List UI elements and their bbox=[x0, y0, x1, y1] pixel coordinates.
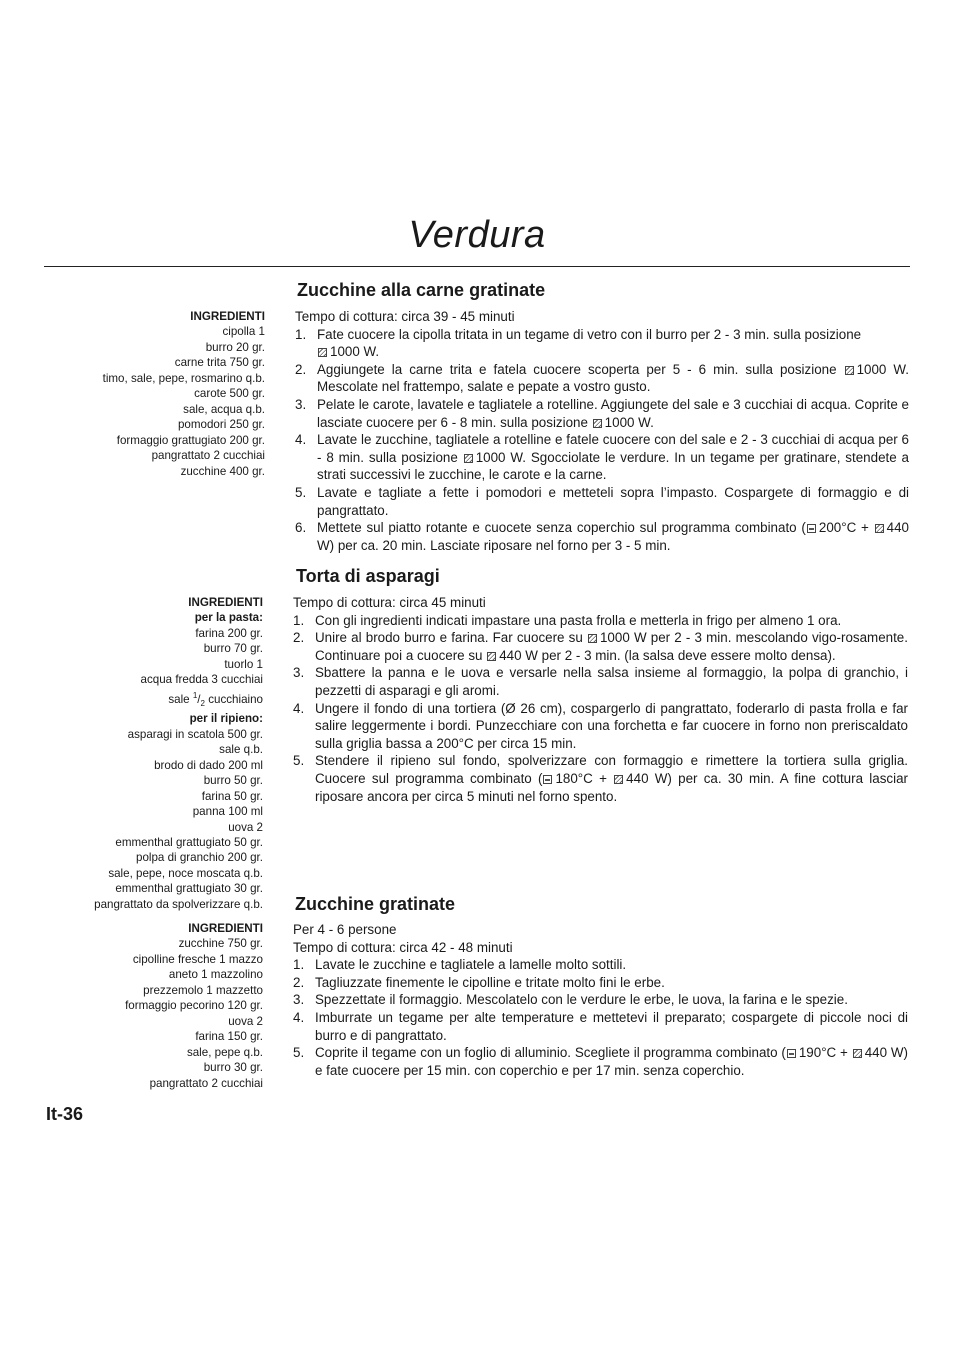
recipe-step: 2. Aggiungete la carne trita e fatela cuocere scoperta per 5 - 6 min. sulla posizione 1000 W. Mescolate nel frattempo, salate e pepate a vostro gusto. bbox=[295, 361, 909, 395]
recipe-body-torta-asparagi bbox=[293, 594, 908, 805]
ingredient-item: asparagi in scatola 500 gr. bbox=[127, 727, 263, 741]
ingredient-item: emmenthal grattugiato 50 gr. bbox=[115, 835, 263, 849]
microwave-icon bbox=[593, 419, 602, 428]
ingredient-item: carne trita 750 gr. bbox=[174, 356, 265, 370]
recipe-step: 2. Tagliuzzate finemente le cipolline e tritate molto fini le erbe. bbox=[293, 974, 665, 990]
ingredients-header: INGREDIENTI bbox=[190, 310, 265, 323]
recipe-step: 5. Coprite il tegame con un foglio di alluminio. Scegliete il programma combinato ( 190°C + 440 W) e fate cuocere per 15 min. con coperchio e per 17 min. senza coperchio. bbox=[293, 1045, 908, 1078]
ingredient-item: farina 200 gr. bbox=[195, 626, 263, 640]
recipe-step: 1. Fate cuocere la cipolla tritata in un tegame di vetro con il burro per 2 - 3 min. sulla posizione 1000 W. bbox=[295, 326, 862, 360]
ingredient-item: carote 500 gr. bbox=[194, 387, 265, 401]
ingredient-item: zucchine 750 gr. bbox=[178, 937, 263, 951]
grill-icon bbox=[807, 524, 816, 533]
microwave-icon bbox=[464, 454, 473, 463]
ingredient-item: timo, sale, pepe, rosmarino q.b. bbox=[102, 371, 265, 385]
page-title: Verdura bbox=[408, 214, 546, 256]
title-rule bbox=[44, 266, 910, 267]
ingredients-zucchine-gratinate bbox=[125, 921, 263, 1091]
recipe-step: 3. Spezzettate il formaggio. Mescolatelo con le verdure le erbe, le uova, la farina e le spezie. bbox=[293, 992, 848, 1008]
recipe-step: 1. Con gli ingredienti indicati impastare una pasta frolla e metterla in frigo per almeno 1 ora. bbox=[293, 612, 842, 628]
ingredient-item: sale $^1/_2$ cucchiaino bbox=[168, 690, 263, 708]
servings: Per 4 - 6 persone bbox=[293, 922, 397, 937]
recipe-step: 6. Mettete sul piatto rotante e cuocete senza coperchio sul programma combinato ( 200°C + 440 W) per ca. 20 min. Lasciate riposare nel forno per 3 - 5 min. bbox=[295, 520, 909, 553]
ingredient-item: pangrattato da spolverizzare q.b. bbox=[94, 897, 263, 911]
ingredient-item: zucchine 400 gr. bbox=[180, 464, 265, 478]
ingredient-item: acqua fredda 3 cucchiai bbox=[140, 673, 263, 687]
recipe-step: 4. Ungere il fondo di una tortiera (Ø 26 cm), cospargerlo di pangrattato, foderarlo di pasta frolla e far salire leggermente i bordi. Punzecchiare con una forchetta e far cuocere in forno non preriscaldato sulla griglia bassa a 200°C per circa 15 min. bbox=[293, 700, 908, 751]
ingredients-header: INGREDIENTI bbox=[188, 922, 263, 935]
ingredient-item: sale, pepe q.b. bbox=[186, 1045, 263, 1059]
ingredient-item: burro 20 gr. bbox=[205, 340, 265, 354]
ingredient-item: sale, pepe, noce moscata q.b. bbox=[108, 866, 263, 880]
recipe-step: 2. Unire al brodo burro e farina. Far cuocere su 1000 W per 2 - 3 min. mescolando vigo-rosamente. Continuare poi a cuocere su 440 W per 2 - 3 min. (la salsa deve essere molto densa). bbox=[293, 630, 908, 663]
ingredient-item: burro 70 gr. bbox=[203, 642, 263, 656]
recipe-step: 4. Lavate le zucchine, tagliatele a rotelline e fatele cuocere con del sale e 2 - 3 cucchiai di acqua per 6 - 8 min. sulla posizione 1000 W. Sgocciolate le verdure. In un tegame per gratinare, stendete a strati successivi le zucchine, le carote e la carne. bbox=[295, 432, 910, 483]
ingredient-item: farina 150 gr. bbox=[195, 1030, 263, 1044]
ingredient-item: pangrattato 2 cucchiai bbox=[149, 1076, 263, 1090]
ingredient-item: farina 50 gr. bbox=[201, 789, 263, 803]
ingredient-item: formaggio grattugiato 200 gr. bbox=[116, 433, 265, 447]
recipe-step: 5. Lavate e tagliate a fette i pomodori e metteteli sopra l’impasto. Cospargete di formaggio e di pangrattato. bbox=[295, 484, 909, 518]
recipe-step: 3. Sbattere la panna e le uova e versarle nella salsa insieme al formaggio, la polpa di granchio, i pezzetti di asparagi e gli aromi. bbox=[293, 665, 908, 698]
ingredient-item: burro 50 gr. bbox=[203, 774, 263, 788]
ingredient-item: sale q.b. bbox=[219, 743, 263, 757]
cooking-time: Tempo di cottura: circa 42 - 48 minuti bbox=[293, 939, 513, 955]
grill-icon bbox=[543, 775, 552, 784]
microwave-icon bbox=[845, 366, 854, 375]
ingredient-item: pomodori 250 gr. bbox=[177, 418, 265, 432]
ingredient-item: cipolline fresche 1 mazzo bbox=[132, 952, 263, 966]
ingredient-item: prezzemolo 1 mazzetto bbox=[143, 983, 263, 997]
ingredient-item: sale, acqua q.b. bbox=[183, 402, 265, 416]
recipe-step: 3. Pelate le carote, lavatele e tagliatele a rotelline. Aggiungete del sale e 3 cucchiai di acqua. Coprite e lasciate cuocere per 6 - 8 min. sulla posizione 1000 W. bbox=[295, 396, 909, 430]
recipe-body-zucchine-gratinate bbox=[293, 921, 908, 1079]
recipe-title-torta-asparagi: Torta di asparagi bbox=[296, 566, 440, 586]
ingredients-header: INGREDIENTI bbox=[188, 596, 263, 609]
ingredient-item: aneto 1 mazzolino bbox=[168, 968, 263, 982]
ingredient-item: tuorlo 1 bbox=[224, 657, 263, 671]
microwave-icon bbox=[487, 652, 496, 661]
recipe-body-zucchine-carne bbox=[295, 308, 909, 554]
ingredients-subheader-pasta: per la pasta: bbox=[194, 611, 263, 625]
ingredient-item: emmenthal grattugiato 30 gr. bbox=[115, 882, 263, 896]
ingredient-item: uova 2 bbox=[228, 1014, 263, 1028]
recipe-title-zucchine-carne: Zucchine alla carne gratinate bbox=[297, 280, 546, 300]
microwave-icon bbox=[588, 634, 597, 643]
recipe-step: 4. Imburrate un tegame per alte temperature e mettetevi il preparato; cospargete di piccole noci di burro e di pangrattato. bbox=[293, 1009, 908, 1043]
microwave-icon bbox=[875, 524, 884, 533]
cooking-time: Tempo di cottura: circa 39 - 45 minuti bbox=[295, 309, 515, 324]
page-number: It-36 bbox=[46, 1104, 84, 1124]
ingredient-item: burro 30 gr. bbox=[203, 1061, 263, 1075]
recipe-step: 5. Stendere il ripieno sul fondo, spolverizzare con formaggio e rimettere la tortiera sulla griglia. Cuocere sul programma combinato ( 180°C + 440 W) per ca. 30 min. A fine cottura lasciar riposare ancora per circa 5 minuti nel forno spento. bbox=[293, 753, 908, 804]
ingredient-item: brodo di dado 200 ml bbox=[154, 758, 263, 772]
microwave-icon bbox=[614, 775, 623, 784]
grill-icon bbox=[787, 1049, 796, 1058]
ingredient-item: pangrattato 2 cucchiai bbox=[151, 449, 265, 463]
ingredient-item: panna 100 ml bbox=[192, 805, 263, 819]
ingredients-zucchine-carne bbox=[103, 309, 265, 479]
recipe-step: 1. Lavate le zucchine e tagliatele a lamelle molto sottili. bbox=[293, 957, 627, 973]
recipe-title-zucchine-gratinate: Zucchine gratinate bbox=[295, 894, 456, 914]
ingredients-subheader-ripieno: per il ripieno: bbox=[189, 712, 263, 726]
ingredient-item: cipolla 1 bbox=[222, 325, 265, 339]
microwave-icon bbox=[853, 1049, 862, 1058]
ingredient-item: formaggio pecorino 120 gr. bbox=[125, 999, 263, 1013]
ingredient-item: uova 2 bbox=[228, 820, 263, 834]
ingredient-item: polpa di granchio 200 gr. bbox=[136, 851, 263, 865]
microwave-icon bbox=[318, 348, 327, 357]
cooking-time: Tempo di cottura: circa 45 minuti bbox=[293, 595, 486, 610]
ingredients-torta-asparagi bbox=[94, 595, 263, 912]
